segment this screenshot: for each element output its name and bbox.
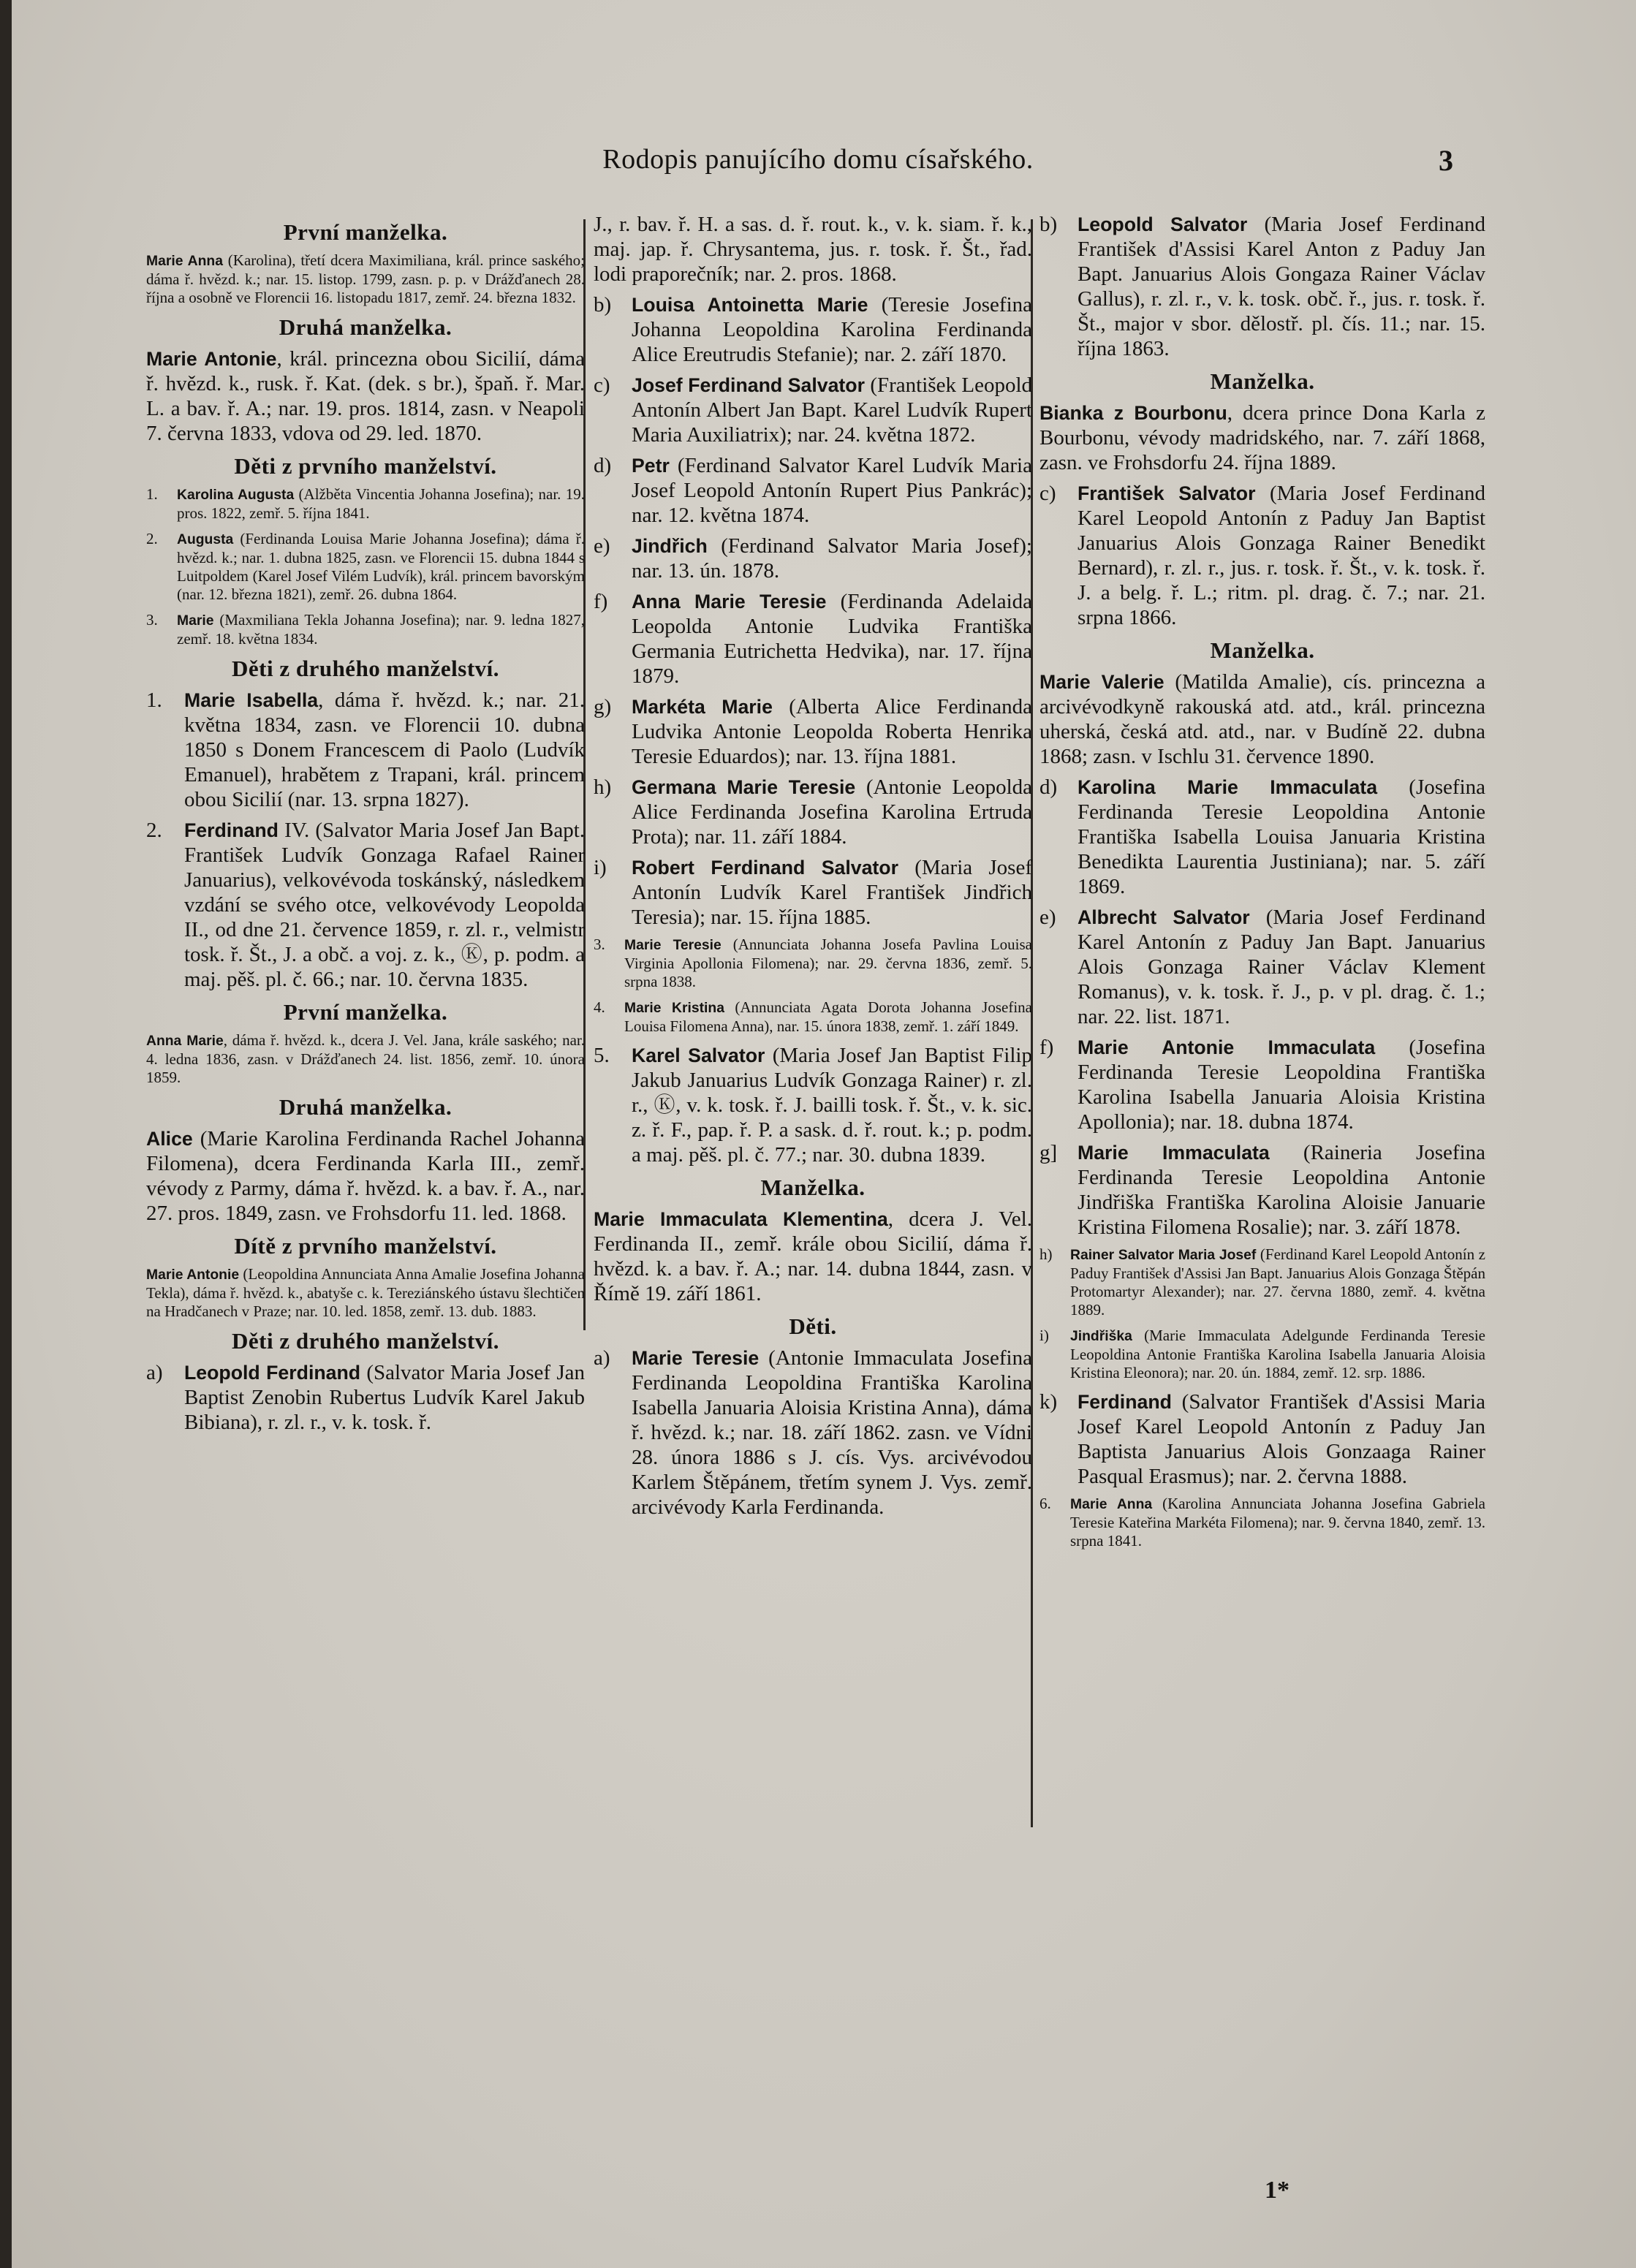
genealogy-entry xyxy=(146,1126,585,1226)
entry-text: , dcera prince Dona Karla z Bourbonu, vévody madridského, nar. 7. září 1868, zasn. ve Frohsdorfu 24. října 1889. xyxy=(1039,401,1485,474)
entry-text: IV. (Salvator Maria Josef Jan Bapt. František Ludvík Gonzaga Rafael Rainer Januarius), velkovévoda toskánský, následkem vzdání se svého otce, velkovévody Leopolda II., od dne 21. července 1859, r. zl. r., velmistr tosk. ř. Št., J. a obč. a voj. z. k., Ⓚ, p. podm. a maj. pěš. pl. č. 66.; nar. 10. června 1835. xyxy=(184,819,585,991)
entry-marker: 3. xyxy=(594,936,605,953)
person-name: Alice xyxy=(146,1128,193,1150)
entry-marker: d) xyxy=(1039,775,1058,799)
entry-text: (Marie Karolina Ferdinanda Rachel Johanna Filomena), dcera Ferdinanda Karla III., zemř. vévody z Parmy, dáma ř. hvězd. k. a bav. ř. A., nar. 27. pros. 1849, zasn. ve Frohsdorfu 11. led. 1868. xyxy=(146,1127,585,1225)
section-heading: Dítě z prvního manželství. xyxy=(234,1233,497,1259)
person-name: Marie xyxy=(177,613,214,629)
person-name: Petr xyxy=(632,455,670,477)
genealogy-entry xyxy=(594,998,1032,1036)
person-name: Ferdinand xyxy=(184,819,279,841)
entry-text: , dáma ř. hvězd. k., dcera J. Vel. Jana, krále saského; nar. 4. ledna 1836, zasn. v Drážďanech 24. list. 1856, zemř. 10. února 1859. xyxy=(146,1031,585,1086)
entry-text: (Ferdinand Karel Leopold Antonín z Paduy František d'Assisi Jan Bapt. Januarius Alois Gonzaga Štěpán Protomartyr Alexander); nar. 27. června 1880, zemř. 4. května 1889. xyxy=(1070,1245,1485,1319)
genealogy-entry xyxy=(146,346,585,446)
genealogy-entry xyxy=(1039,670,1485,769)
genealogy-entry xyxy=(1039,1245,1485,1319)
genealogy-entry xyxy=(146,818,585,992)
genealogy-entry xyxy=(1039,401,1485,475)
genealogy-entry xyxy=(594,589,1032,689)
entry-text: (Karolina), třetí dcera Maximiliana, král. prince saského; dáma ř. hvězd. k.; nar. 15. listop. 1799, zasn. p. p. v Drážďanech 28. října a osobně ve Florencii 16. listopadu 1817, zemř. 24. března 1832. xyxy=(146,251,585,306)
entry-text: (Maxmiliana Tekla Johanna Josefina); nar. 9. ledna 1827, zemř. 18. května 1834. xyxy=(177,611,585,648)
text-column-left xyxy=(146,212,585,2244)
person-name: Marie Teresie xyxy=(632,1347,760,1369)
entry-text: (Teresie Josefina Johanna Leopoldina Karolina Ferdinanda Alice Ereutrudis Stefanie); nar. 2. září 1870. xyxy=(632,293,1032,366)
genealogy-entry xyxy=(1039,905,1485,1029)
person-name: Leopold Ferdinand xyxy=(184,1362,361,1384)
entry-marker: f) xyxy=(1039,1036,1054,1059)
entry-text: (Marie Immaculata Adelgunde Ferdinanda Teresie Leopoldina Antonie Františka Karolina Isabella Januaria Aloisia Kristina Eleonora); nar. 20. ún. 1884, zemř. 12. srp. 1886. xyxy=(1070,1327,1485,1381)
entry-marker: h) xyxy=(594,775,612,799)
person-name: Jindřiška xyxy=(1070,1329,1132,1344)
entry-marker: c) xyxy=(594,373,610,397)
genealogy-entry xyxy=(146,688,585,812)
entry-marker: b) xyxy=(594,293,612,316)
person-name: František Salvator xyxy=(1078,482,1256,504)
entry-text: (Raineria Josefina Ferdinanda Teresie Leopoldina Antonie Jindřiška Františka Karolina Aloisie Januarie Kristina Filomena Rosalie); nar. 3. září 1878. xyxy=(1078,1141,1485,1239)
person-name: Karolina Marie Immaculata xyxy=(1078,776,1378,798)
genealogy-entry xyxy=(594,1207,1032,1306)
genealogy-entry xyxy=(594,1346,1032,1520)
entry-text: (Maria Josef Antonín Ludvík Karel František Jindřich Teresia); nar. 15. října 1885. xyxy=(632,856,1032,929)
section-heading: Děti z druhého manželství. xyxy=(231,1328,500,1354)
entry-marker: 5. xyxy=(594,1044,610,1067)
page-edge-shadow xyxy=(0,0,12,2268)
genealogy-entry xyxy=(146,485,585,523)
genealogy-entry xyxy=(146,611,585,648)
entry-text: (Maria Josef Ferdinand Karel Leopold Antonín z Paduy Jan Baptist Januarius Alois Gonzaga Rainer Benedikt Bernard), r. zl. r., jus. r. tosk. ř. Št., v. k. tosk. ř. J. a belg. ř. L.; ritm. pl. drag. č. 7.; nar. 21. srpna 1866. xyxy=(1078,482,1485,629)
entry-marker: 1. xyxy=(146,689,162,712)
genealogy-entry xyxy=(1039,1495,1485,1550)
entry-marker: a) xyxy=(594,1346,610,1370)
person-name: Karel Salvator xyxy=(632,1044,765,1066)
genealogy-entry xyxy=(594,534,1032,583)
person-name: Germana Marie Teresie xyxy=(632,776,856,798)
person-name: Jindřich xyxy=(632,535,708,557)
entry-text: (Maria Josef Ferdinand Karel Antonín z Paduy Jan Bapt. Januarius Alois Gonzaga Rainer Václav Klement Romanus), v. k. tosk. ř. J., p. v pl. drag. č. 1.; nar. 22. list. 1871. xyxy=(1078,906,1485,1028)
person-name: Josef Ferdinand Salvator xyxy=(632,374,865,396)
genealogy-entry xyxy=(594,775,1032,849)
genealogy-entry xyxy=(146,1265,585,1321)
entry-marker: 3. xyxy=(146,611,158,629)
person-name: Marie Isabella xyxy=(184,689,319,711)
person-name: Marie Kristina xyxy=(624,1001,724,1016)
person-name: Louisa Antoinetta Marie xyxy=(632,294,868,316)
entry-marker: 6. xyxy=(1039,1495,1051,1512)
person-name: Ferdinand xyxy=(1078,1391,1172,1413)
entry-text: (Leopoldina Annunciata Anna Amalie Josefina Johanna Tekla), dáma ř. hvězd. k., abatyše c. k. Tereziánského ústavu šlechtičen na Hradčanech v Praze; nar. 10. led. 1858, zemř. 13. dub. 1883. xyxy=(146,1265,585,1320)
entry-text: (Alžběta Vincentia Johanna Josefina); nar. 19. pros. 1822, zemř. 5. října 1841. xyxy=(177,485,585,522)
person-name: Robert Ferdinand Salvator xyxy=(632,857,898,879)
person-name: Markéta Marie xyxy=(632,696,773,718)
person-name: Rainer Salvator Maria Josef xyxy=(1070,1248,1257,1263)
entry-marker: d) xyxy=(594,454,612,477)
entry-text: (Antonie Leopolda Alice Ferdinanda Josefina Karolina Ertruda Prota); nar. 11. září 1884. xyxy=(632,775,1032,849)
section-heading: Děti z druhého manželství. xyxy=(231,656,500,681)
entry-text: , král. princezna obou Sicilií, dáma ř. hvězd. k., rusk. ř. Kat. (dek. s br.), špaň. ř. Mar. L. a bav. ř. A.; nar. 19. pros. 1814, zasn. v Neapoli 7. června 1833, vdova od 29. led. 1870. xyxy=(146,347,585,445)
person-name: Marie Antonie xyxy=(146,1267,240,1283)
entry-marker: h) xyxy=(1039,1245,1053,1263)
person-name: Marie Valerie xyxy=(1039,671,1164,693)
entry-text: (Matilda Amalie), cís. princezna a arcivévodkyně rakouská atd. atd., král. princezna uherská, česká atd. atd., nar. v Budíně 22. dubna 1868; zasn. v Ischlu 31. července 1890. xyxy=(1039,670,1485,768)
entry-text: (Annunciata Agata Dorota Johanna Josefina Louisa Filomena Anna), nar. 15. února 1838, zemř. 1. září 1849. xyxy=(624,998,1032,1035)
entry-text: (Josefina Ferdinanda Teresie Leopoldina Františka Karolina Isabella Januaria Aloisia Kristina Apollonia); nar. 18. dubna 1874. xyxy=(1078,1036,1485,1134)
text-column-middle xyxy=(594,212,1032,2244)
person-name: Marie Antonie xyxy=(146,348,277,370)
genealogy-entry xyxy=(1039,1389,1485,1489)
genealogy-entry xyxy=(594,373,1032,447)
genealogy-entry xyxy=(1039,212,1485,361)
entry-marker: e) xyxy=(594,534,610,558)
entry-marker: g) xyxy=(594,695,612,718)
genealogy-entry xyxy=(594,292,1032,367)
person-name: Marie Immaculata Klementina xyxy=(594,1208,888,1230)
genealogy-entry xyxy=(594,1043,1032,1167)
person-name: Albrecht Salvator xyxy=(1078,906,1250,928)
entry-text: (Maria Josef Ferdinand František d'Assisi Karel Anton z Paduy Jan Bapt. Januarius Alois Gongaza Rainer Václav Gallus), r. zl. r., v. k. tosk. obč. ř., jus. r. tosk. ř. Št., major v sbor. dělostř. pl. čís. 11.; nar. 15. října 1863. xyxy=(1078,213,1485,360)
entry-text: (Antonie Immaculata Josefina Ferdinanda Leopoldina Františka Karolina Isabella Januaria Aloisia Kristina Anna), dáma ř. hvězd. k.; nar. 18. září 1862. zasn. ve Vídni 28. února 1886 s J. cís. Vys. arcivévodou Karlem Štěpánem, třetím synem J. Vys. zemř. arcivévody Karla Ferdinanda. xyxy=(632,1346,1032,1519)
entry-text: (Karolina Annunciata Johanna Josefina Gabriela Teresie Kateřina Markéta Filomena); nar. 9. června 1840, zemř. 13. srpna 1841. xyxy=(1070,1495,1485,1550)
entry-text: (Salvator Maria Josef Jan Baptist Zenobin Rubertus Ludvík Karel Jakub Bibiana), r. zl. r., v. k. tosk. ř. xyxy=(184,1361,585,1434)
entry-text: (Ferdinand Salvator Maria Josef); nar. 13. ún. 1878. xyxy=(632,534,1032,583)
person-name: Anna Marie Teresie xyxy=(632,591,827,612)
genealogy-entry xyxy=(146,1360,585,1435)
person-name: Bianka z Bourbonu xyxy=(1039,402,1227,424)
entry-text: (Alberta Alice Ferdinanda Ludvika Antonie Leopolda Roberta Henrika Teresie Eduardos); nar. 13. října 1881. xyxy=(632,695,1032,768)
person-name: Karolina Augusta xyxy=(177,488,295,503)
section-heading: První manželka. xyxy=(283,999,448,1025)
entry-text: (Josefina Ferdinanda Teresie Leopoldina Antonie Františka Isabella Louisa Januaria Kristina Benedikta Laurentia Justiniana); nar. 5. září 1869. xyxy=(1078,775,1485,898)
entry-text: (Maria Josef Jan Baptist Filip Jakub Januarius Ludvík Gonzaga Rainer) r. zl. r., Ⓚ, v. k. tosk. ř. J. bailli tosk. ř. Št., v. k. sic. z. ř. F., pap. ř. P. a sask. d. ř. rout. k.; p. podm. a maj. pěš. pl. č. 77.; nar. 30. dubna 1839. xyxy=(632,1044,1032,1167)
genealogy-entry xyxy=(1039,1140,1485,1240)
entry-marker: f) xyxy=(594,590,608,613)
entry-marker: 2. xyxy=(146,819,162,842)
person-name: Marie Anna xyxy=(146,254,223,269)
section-heading: Děti z prvního manželství. xyxy=(234,453,497,479)
person-name: Augusta xyxy=(177,532,234,547)
person-name: Marie Anna xyxy=(1070,1497,1153,1512)
entry-text: (Salvator František d'Assisi Maria Josef Karel Leopold Antonín z Paduy Jan Baptista Januarius Alois Gonzaaga Rainer Pasqual Erasmus); nar. 2. června 1888. xyxy=(1078,1390,1485,1488)
genealogy-entry xyxy=(146,1031,585,1087)
section-heading: Druhá manželka. xyxy=(279,1094,452,1120)
person-name: Anna Marie xyxy=(146,1034,224,1049)
person-name: Marie Immaculata xyxy=(1078,1142,1270,1164)
entry-marker: k) xyxy=(1039,1390,1058,1414)
entry-marker: i) xyxy=(594,856,607,879)
page-number: 3 xyxy=(1439,144,1453,177)
section-heading: První manželka. xyxy=(283,219,448,245)
genealogy-entry xyxy=(594,694,1032,769)
entry-text: , dcera J. Vel. Ferdinanda II., zemř. krále obou Sicilií, dáma ř. hvězd. k. a bav. ř. A.; nar. 14. dubna 1844, zasn. v Římě 19. září 1861. xyxy=(594,1207,1032,1305)
entry-marker: 1. xyxy=(146,485,158,503)
genealogy-entry xyxy=(1039,1327,1485,1382)
genealogy-entry xyxy=(146,530,585,604)
entry-text: (Annunciata Johanna Josefa Pavlina Louisa Virginia Apollonia Filomena); nar. 29. června 1836, zemř. 5. srpna 1838. xyxy=(624,936,1032,990)
entry-marker: c) xyxy=(1039,482,1056,505)
entry-text: (František Leopold Antonín Albert Jan Bapt. Karel Ludvík Rupert Maria Auxiliatrix); nar. 24. května 1872. xyxy=(632,373,1032,447)
running-header: Rodopis panujícího domu císařského. xyxy=(602,144,1034,175)
entry-text: (Ferdinanda Adelaida Leopolda Antonie Ludvika Františka Germania Eutrichetta Hedvika), nar. 17. října 1879. xyxy=(632,590,1032,688)
section-heading: Druhá manželka. xyxy=(279,314,452,340)
genealogy-entry xyxy=(1039,1035,1485,1134)
entry-marker: 4. xyxy=(594,998,605,1016)
entry-marker: g] xyxy=(1039,1141,1058,1164)
entry-text: (Ferdinand Salvator Karel Ludvík Maria Josef Leopold Antonín Rupert Pius Pankrác); nar. 12. května 1874. xyxy=(632,454,1032,527)
section-heading: Děti. xyxy=(789,1313,837,1339)
person-name: Marie Teresie xyxy=(624,938,722,953)
person-name: Marie Antonie Immaculata xyxy=(1078,1036,1376,1058)
genealogy-entry xyxy=(146,251,585,307)
section-heading: Manželka. xyxy=(1210,637,1315,663)
entry-text: , dáma ř. hvězd. k.; nar. 21. května 1834, zasn. ve Florencii 10. dubna 1850 s Donem Francescem di Paolo (Ludvík Emanuel), hrabětem z Trapani, král. princem obou Sicilií (nar. 13. srpna 1827). xyxy=(184,689,585,811)
genealogy-entry xyxy=(594,212,1032,287)
genealogy-entry xyxy=(594,936,1032,991)
genealogy-entry xyxy=(594,453,1032,528)
section-heading: Manželka. xyxy=(1210,368,1315,394)
genealogy-entry xyxy=(1039,775,1485,899)
entry-marker: b) xyxy=(1039,213,1058,236)
signature-mark: 1* xyxy=(1265,2177,1290,2204)
entry-marker: 2. xyxy=(146,530,158,547)
entry-text: (Ferdinanda Louisa Marie Johanna Josefina); dáma ř. hvězd. k.; nar. 1. dubna 1825, zasn. ve Florencii 15. dubna 1844 s Luitpoldem (Karel Josef Vilém Ludvík), král. princem bavorským (nar. 12. března 1821), zemř. 26. dubna 1864. xyxy=(177,530,585,603)
entry-marker: i) xyxy=(1039,1327,1049,1344)
person-name: Leopold Salvator xyxy=(1078,213,1248,235)
genealogy-entry xyxy=(1039,481,1485,630)
entry-marker: a) xyxy=(146,1361,163,1384)
entry-text: J., r. bav. ř. H. a sas. d. ř. rout. k., v. k. siam. ř. k., maj. jap. ř. Chrysantema, jus. r. tosk. ř. Št., řad. lodi praporečník; nar. 2. pros. 1868. xyxy=(594,213,1032,286)
entry-marker: e) xyxy=(1039,906,1056,929)
text-column-right xyxy=(1039,212,1485,2244)
genealogy-entry xyxy=(594,855,1032,930)
section-heading: Manželka. xyxy=(760,1175,866,1200)
